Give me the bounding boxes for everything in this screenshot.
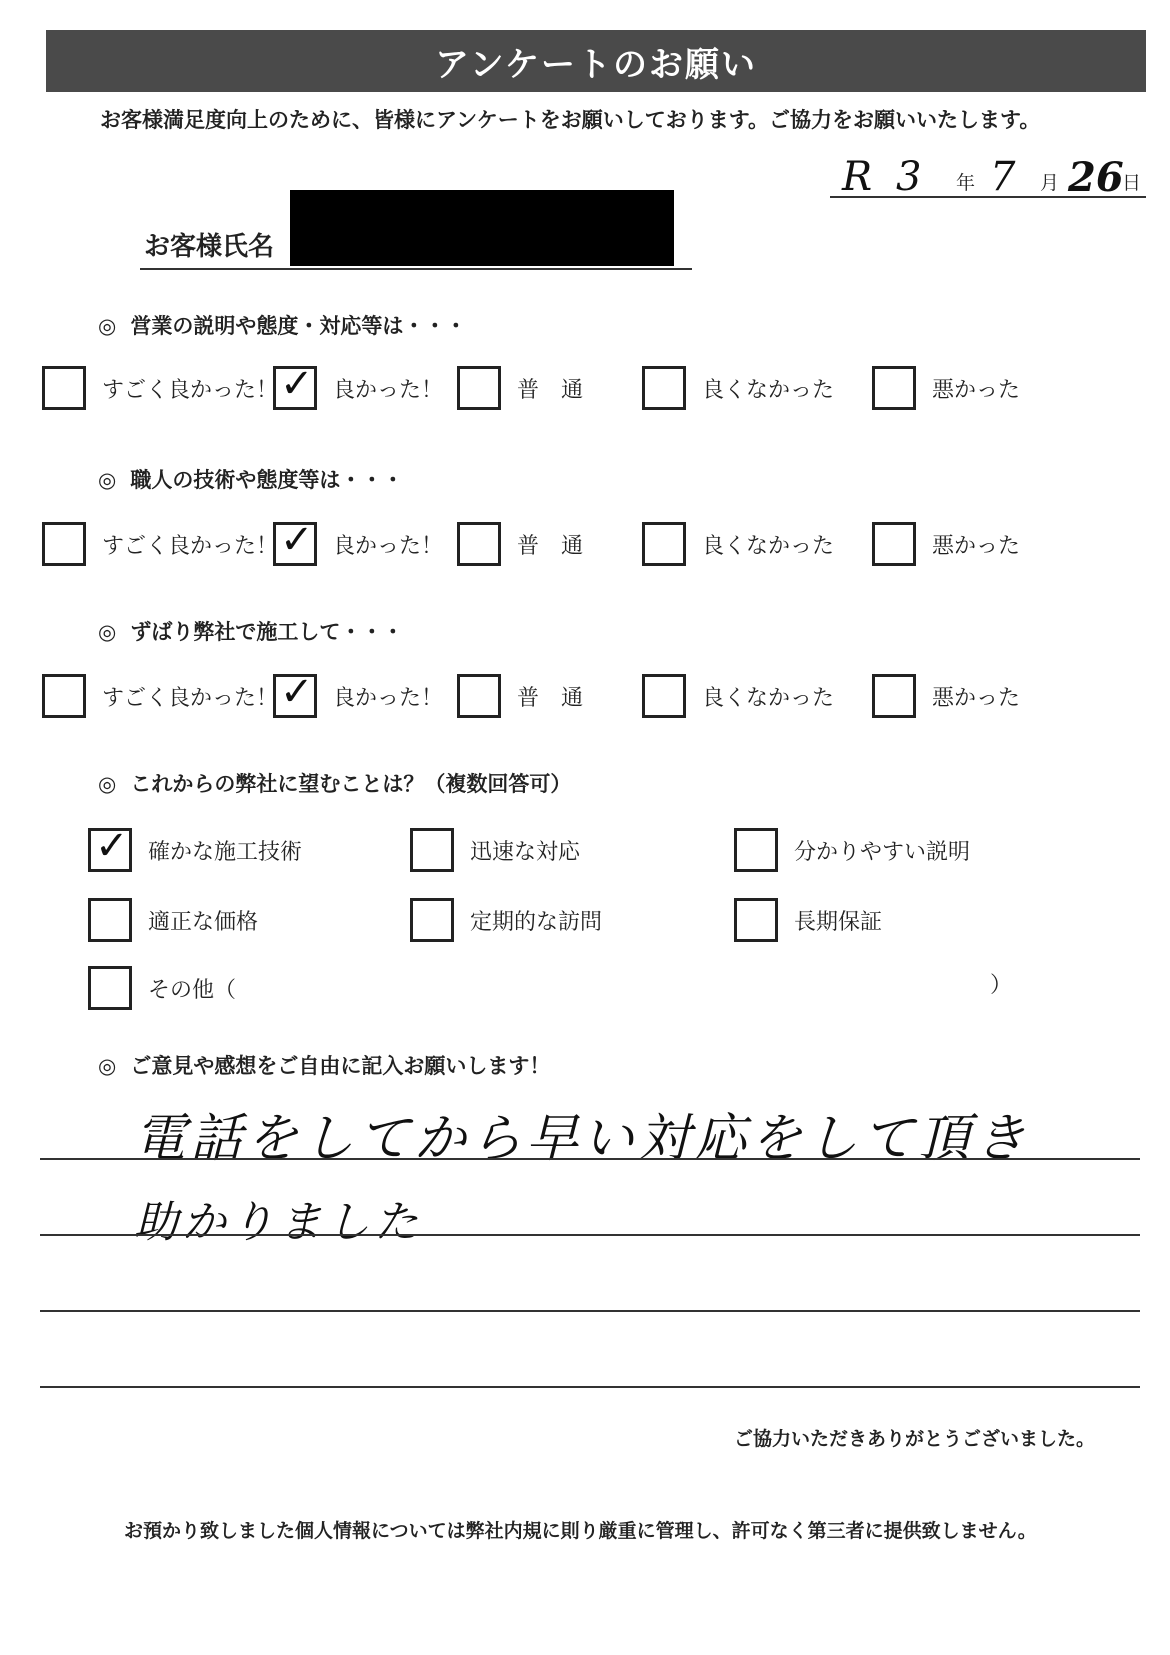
- option-label: すごく良かった！: [102, 533, 279, 559]
- option-label: 長期保証: [794, 909, 883, 935]
- question-3-title: [98, 616, 403, 646]
- q3-option-bad[interactable]: [872, 672, 1020, 720]
- option-label: その他（: [148, 977, 237, 1003]
- comment-handwritten-line-2: 助かりました: [134, 1197, 422, 1248]
- q1-option-bad[interactable]: [872, 364, 1020, 412]
- checkbox[interactable]: [42, 674, 86, 718]
- bullet-mark: ◎: [98, 620, 117, 644]
- question-1-text: 営業の説明や態度・対応等は・・・: [130, 314, 467, 338]
- date-day: 26: [1068, 154, 1124, 201]
- bullet-mark: ◎: [98, 1054, 117, 1078]
- option-label: 良かった！: [333, 377, 444, 403]
- q1-option-very-good[interactable]: [42, 364, 278, 412]
- checkbox[interactable]: [642, 674, 686, 718]
- option-label: すごく良かった！: [102, 377, 279, 403]
- option-label: 適正な価格: [148, 909, 259, 935]
- option-label: 良かった！: [333, 533, 444, 559]
- question-2-title: [98, 464, 403, 494]
- comment-handwritten-line-1: 電話をしてから早い対応をして頂き: [134, 1109, 1031, 1169]
- checkbox[interactable]: [734, 828, 778, 872]
- option-label: すごく良かった！: [102, 685, 279, 711]
- option-label: 迅速な対応: [470, 839, 581, 865]
- wish-option-other[interactable]: [88, 964, 236, 1012]
- checkbox[interactable]: [642, 522, 686, 566]
- checkbox[interactable]: [410, 828, 454, 872]
- question-2-text: 職人の技術や態度等は・・・: [130, 468, 404, 492]
- q1-option-good[interactable]: [273, 364, 443, 412]
- q3-option-good[interactable]: [273, 672, 443, 720]
- comment-line-3[interactable]: [40, 1310, 1140, 1312]
- option-label: 良かった！: [333, 685, 444, 711]
- option-label: 悪かった: [932, 533, 1021, 559]
- q2-option-good[interactable]: [273, 520, 443, 568]
- customer-name-underline: [140, 268, 692, 270]
- wish-option-fair-price[interactable]: [88, 896, 258, 944]
- date-month-label: 月: [1040, 172, 1060, 194]
- q2-option-very-good[interactable]: [42, 520, 278, 568]
- date-year-label: 年: [956, 172, 976, 194]
- option-label: 良くなかった: [702, 377, 835, 403]
- option-label: 普 通: [517, 533, 584, 559]
- option-label: 悪かった: [932, 685, 1021, 711]
- checkbox[interactable]: [457, 366, 501, 410]
- question-1-title: [98, 310, 466, 340]
- checkbox-checked[interactable]: [273, 674, 317, 718]
- checkbox[interactable]: [872, 674, 916, 718]
- option-label: 確かな施工技術: [148, 839, 303, 865]
- wishes-text: これからの弊社に望むことは？（複数回答可）: [130, 772, 572, 796]
- intro-text: お客様満足度向上のために、皆様にアンケートをお願いしております。ご協力をお願いいたします。: [100, 108, 1041, 132]
- q3-option-average[interactable]: [457, 672, 583, 720]
- other-close-paren: ）: [990, 973, 1013, 998]
- comment-line-2[interactable]: [40, 1234, 1140, 1236]
- q2-option-not-good[interactable]: [642, 520, 834, 568]
- wish-option-long-warranty[interactable]: [734, 896, 882, 944]
- wish-option-regular-visit[interactable]: [410, 896, 602, 944]
- q2-option-average[interactable]: [457, 520, 583, 568]
- date-month: 7: [990, 154, 1016, 200]
- wish-option-construction-skill[interactable]: [88, 826, 302, 874]
- option-label: 定期的な訪問: [470, 909, 603, 935]
- q1-option-not-good[interactable]: [642, 364, 834, 412]
- checkbox-checked[interactable]: [273, 522, 317, 566]
- checkbox[interactable]: [457, 522, 501, 566]
- comments-title: [98, 1050, 550, 1080]
- checkbox[interactable]: [42, 366, 86, 410]
- wishes-title: [98, 768, 571, 798]
- option-label: 良くなかった: [702, 685, 835, 711]
- checkbox[interactable]: [872, 522, 916, 566]
- thanks-text: ご協力いただきありがとうございました。: [734, 1428, 1096, 1450]
- date-year: 3: [896, 154, 922, 200]
- date-day-label: 日: [1122, 172, 1142, 194]
- wish-option-quick-response[interactable]: [410, 826, 580, 874]
- checkbox[interactable]: [734, 898, 778, 942]
- comments-text: ご意見や感想をご自由に記入お願いします！: [130, 1054, 551, 1078]
- date-era: R: [842, 154, 873, 200]
- bullet-mark: ◎: [98, 772, 117, 796]
- checkbox[interactable]: [410, 898, 454, 942]
- checkbox[interactable]: [642, 366, 686, 410]
- q2-option-bad[interactable]: [872, 520, 1020, 568]
- form-title: アンケートのお願い: [46, 30, 1146, 92]
- checkbox[interactable]: [42, 522, 86, 566]
- option-label: 普 通: [517, 377, 584, 403]
- bullet-mark: ◎: [98, 468, 117, 492]
- customer-name-redacted: [290, 190, 674, 266]
- option-label: 悪かった: [932, 377, 1021, 403]
- checkbox[interactable]: [457, 674, 501, 718]
- q3-option-not-good[interactable]: [642, 672, 834, 720]
- option-label: 分かりやすい説明: [794, 839, 971, 865]
- bullet-mark: ◎: [98, 314, 117, 338]
- privacy-notice: お預かり致しました個人情報については弊社内規に則り厳重に管理し、許可なく第三者に提供致しません。: [124, 1520, 1037, 1542]
- checkbox[interactable]: [88, 898, 132, 942]
- date-field[interactable]: [830, 150, 1146, 201]
- checkbox[interactable]: [88, 966, 132, 1010]
- option-label: 良くなかった: [702, 533, 835, 559]
- option-label: 普 通: [517, 685, 584, 711]
- checkbox-checked[interactable]: [273, 366, 317, 410]
- wish-option-clear-explanation[interactable]: [734, 826, 970, 874]
- comment-line-1[interactable]: [40, 1158, 1140, 1160]
- q1-option-average[interactable]: [457, 364, 583, 412]
- checkbox-checked[interactable]: [88, 828, 132, 872]
- question-3-text: ずばり弊社で施工して・・・: [130, 620, 404, 644]
- comment-line-4[interactable]: [40, 1386, 1140, 1388]
- checkbox[interactable]: [872, 366, 916, 410]
- q3-option-very-good[interactable]: [42, 672, 278, 720]
- customer-name-label: お客様氏名: [144, 232, 275, 262]
